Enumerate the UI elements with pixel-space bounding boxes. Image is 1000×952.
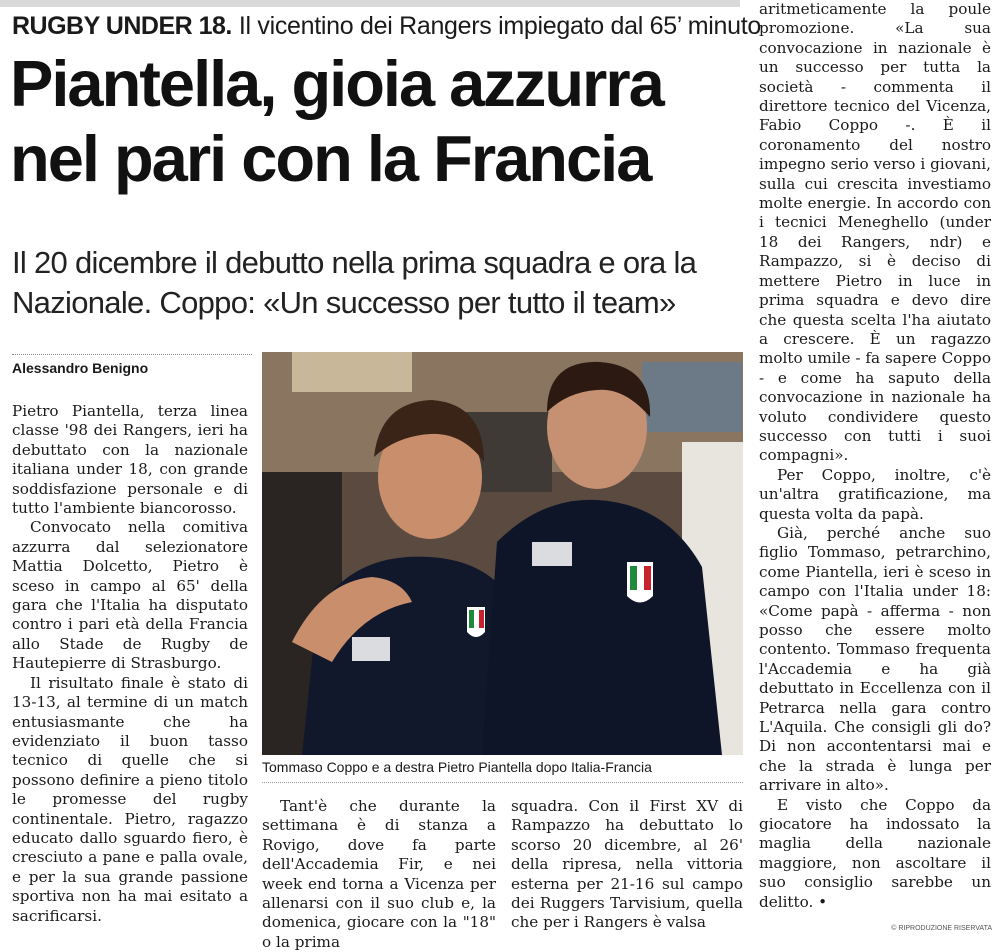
paragraph: squadra. Con il First XV di Rampazzo ha debuttato lo scorso 20 dicembre, al 26' della ripresa, nella vittoria esterna per 21-16 sul campo dei Ruggers Tarvisium, quella che per i Rangers è valsa xyxy=(511,797,743,932)
copyright-notice: © RIPRODUZIONE RISERVATA xyxy=(891,925,992,932)
photo-caption: Tommaso Coppo e a destra Pietro Piantella dopo Italia-Francia xyxy=(262,759,652,775)
body-column-2 xyxy=(262,797,496,952)
paragraph: Tant'è che durante la settimana è di stanza a Rovigo, dove fa parte dell'Accademia Fir, e nei week end torna a Vicenza per allenarsi con il suo club e, la domenica, giocare con la "18" o la prima xyxy=(262,797,496,951)
top-rule xyxy=(0,0,740,7)
paragraph: Convocato nella comitiva azzurra dal selezionatore Mattia Dolcetto, Pietro è sceso in campo al 65' della gara che l'Italia ha disputato contro i pari età della Francia allo Stade de Rugby de Hautepierre di Strasburgo. xyxy=(12,518,248,673)
headline: Piantella, gioia azzurra nel pari con la Francia xyxy=(10,47,663,195)
kicker-section: RUGBY UNDER 18. xyxy=(12,12,232,40)
kicker xyxy=(12,9,762,43)
caption-divider xyxy=(262,782,743,783)
paragraph: aritmeticamente la poule promozione. «La sua convocazione in nazionale è un successo per tutta la società - commenta il direttore tecnico del Vicenza, Fabio Coppo -. È il coronamento del nostro impegno serio verso i giovani, sulla cui crescita investiamo molte energie. In accordo con i tecnici Meneghello (under 18 dei Rangers, ndr) e Rampazzo, si è deciso di mettere Pietro in luce in prima squadra e devo dire che questa scelta l'ha aiutato a crescere. È un ragazzo molto umile - fa sapere Coppo - e come ha saputo della convocazione in nazionale ha voluto condividere questo successo con tutti i suoi compagni». xyxy=(759,0,991,465)
subheadline: Il 20 dicembre il debutto nella prima squadra e ora la Nazionale. Coppo: «Un successo per tutto il team» xyxy=(12,245,697,320)
paragraph: Già, perché anche suo figlio Tommaso, petrarchino, come Piantella, ieri è sceso in campo con l'Italia under 18: «Come papà - afferma - non posso che essere molto contento. Tommaso frequenta l'Accademia e ha già debuttato in Eccellenza con il Petrarca nella gara contro L'Aquila. Che consigli gli do? Di non accontentarsi mai e che la strada è lunga per arrivare in alto». xyxy=(759,523,991,795)
paragraph: Per Coppo, inoltre, c'è un'altra gratificazione, ma questa volta da papà. xyxy=(759,465,991,523)
paragraph: Il risultato finale è stato di 13-13, al termine di un match entusiasmante che ha evidenziato il buon tasso tecnico di quelle che si possono definire a pieno titolo le promesse del rugby continentale. Pietro, ragazzo educato dallo sguardo fiero, è cresciuto a pane e palla ovale, e per la sua grande passione sportiva non ha mai esitato a sacrificarsi. xyxy=(12,673,248,925)
body-column-1 xyxy=(12,402,248,926)
kicker-summary: Il vicentino dei Rangers impiegato dal 65’ minuto xyxy=(238,12,762,40)
body-column-3 xyxy=(511,797,743,933)
paragraph: Pietro Piantella, terza linea classe '98 dei Rangers, ieri ha debuttato con la nazionale italiana under 18, con grande soddisfazione personale e di tutto l'ambiente biancorosso. xyxy=(12,402,248,518)
body-column-4 xyxy=(759,0,991,912)
paragraph: E visto che Coppo da giocatore ha indossato la maglia della nazionale maggiore, non ascoltare il suo consiglio sarebbe un delitto. • xyxy=(759,795,991,911)
byline: Alessandro Benigno xyxy=(12,354,252,377)
article-photo xyxy=(262,352,743,755)
